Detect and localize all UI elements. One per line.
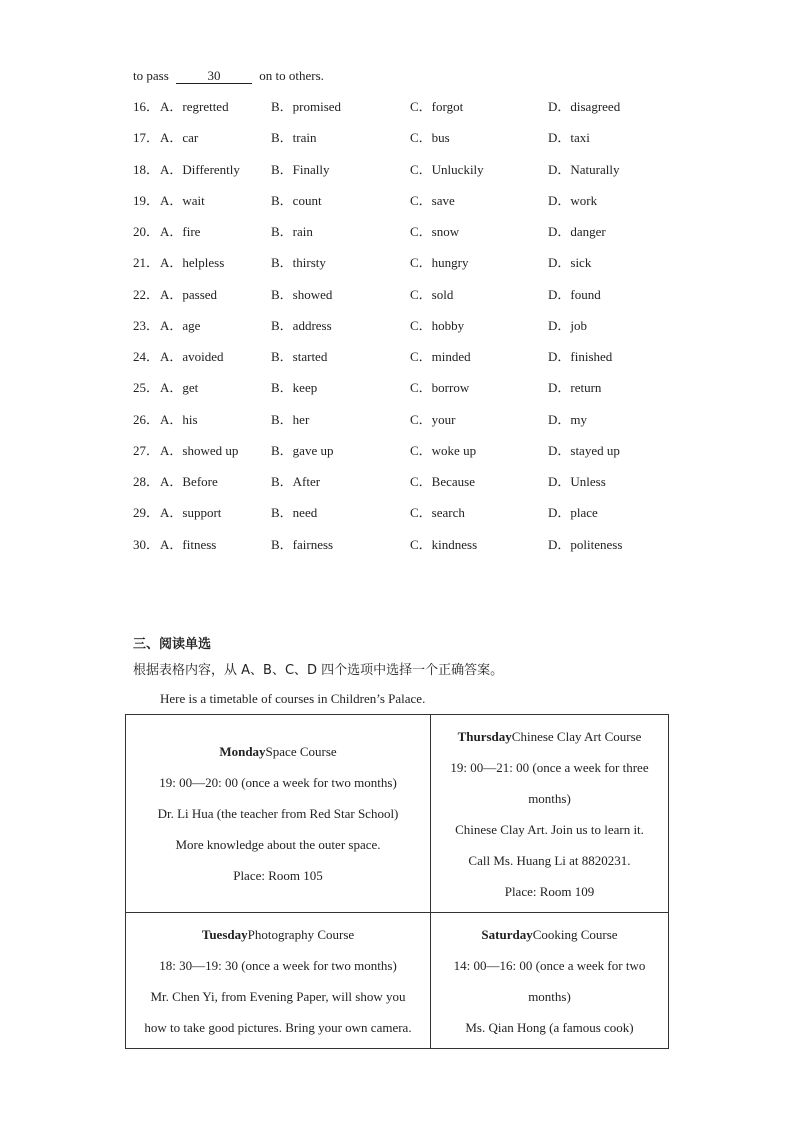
- option-a: A．age: [160, 317, 201, 333]
- option-c: C．search: [410, 505, 465, 521]
- option-a: A．regretted: [160, 99, 229, 114]
- option-b: B．keep: [271, 380, 318, 396]
- option-d: D．Unless: [548, 474, 606, 489]
- course-day: Tuesday: [201, 926, 248, 942]
- option-c: C．save: [410, 192, 455, 208]
- course-detail: months): [528, 988, 571, 1004]
- option-b: B．fairness: [271, 536, 334, 552]
- option-d: D．danger: [548, 224, 606, 239]
- option-d: D．work: [548, 192, 598, 208]
- option-c: C．woke up: [410, 442, 477, 458]
- option-b: B．showed: [271, 286, 333, 302]
- option-d: D．finished: [548, 349, 613, 364]
- option-b: B．Finally: [271, 161, 330, 177]
- question-number: 27．: [133, 442, 160, 458]
- course-detail: 19: 00—20: 00 (once a week for two months): [159, 775, 397, 790]
- option-d: D．my: [548, 411, 588, 427]
- option-d: D．disagreed: [548, 99, 621, 114]
- option-d: D．place: [548, 505, 598, 521]
- saturday-course-cell: [431, 913, 668, 1048]
- course-detail: how to take good pictures. Bring your own camera.: [144, 1019, 412, 1035]
- course-heading: [475, 919, 623, 950]
- option-a: A．fitness: [160, 536, 217, 552]
- table-intro: Here is a timetable of courses in Children’s Palace.: [160, 691, 426, 706]
- option-d: D．politeness: [548, 536, 623, 552]
- course-detail: 19: 00—21: 00 (once a week for three: [450, 759, 649, 775]
- course-name: Chinese Clay Art Course: [511, 728, 642, 744]
- course-name: Photography Course: [247, 926, 355, 942]
- option-b: B．train: [271, 130, 317, 146]
- thursday-course-cell: [431, 715, 668, 913]
- course-detail: Call Ms. Huang Li at 8820231.: [468, 852, 631, 868]
- section-instruction: 根据表格内容，从 A、B、C、D 四个选项中选择一个正确答案。: [133, 663, 504, 678]
- option-c: C．hobby: [410, 317, 465, 333]
- passage-fragment: [133, 67, 324, 85]
- intro-prefix: to pass: [133, 68, 169, 83]
- option-c: C．your: [410, 411, 456, 427]
- course-detail: Ms. Qian Hong (a famous cook): [465, 1019, 634, 1035]
- course-heading: [196, 919, 360, 950]
- option-a: A．showed up: [160, 442, 239, 458]
- course-detail: Place: Room 105: [233, 868, 323, 883]
- question-number: 28．: [133, 474, 160, 489]
- monday-course-cell: [126, 715, 431, 913]
- option-c: C．Because: [410, 474, 475, 489]
- option-a: A．passed: [160, 286, 218, 302]
- course-detail: Place: Room 109: [504, 883, 595, 899]
- option-d: D．Naturally: [548, 161, 620, 177]
- course-detail: months): [528, 790, 571, 806]
- option-c: C．borrow: [410, 380, 470, 396]
- option-b: B．After: [271, 474, 321, 489]
- question-number: 24．: [133, 349, 160, 364]
- question-number: 18．: [133, 161, 160, 177]
- question-number: 19．: [133, 192, 160, 208]
- question-number: 16．: [133, 99, 160, 114]
- question-number: 20．: [133, 224, 160, 239]
- option-c: C．sold: [410, 286, 454, 302]
- option-b: B．thirsty: [271, 255, 326, 271]
- option-b: B．rain: [271, 224, 313, 239]
- option-c: C．kindness: [410, 536, 478, 552]
- option-a: A．helpless: [160, 255, 225, 271]
- option-b: B．address: [271, 317, 332, 333]
- course-day: Thursday: [457, 728, 512, 744]
- option-a: A．Before: [160, 474, 218, 489]
- course-detail: Mr. Chen Yi, from Evening Paper, will show you: [150, 988, 406, 1004]
- course-day: Monday: [219, 744, 266, 759]
- option-b: B．started: [271, 349, 328, 364]
- option-a: A．wait: [160, 192, 205, 208]
- question-number: 23．: [133, 317, 160, 333]
- option-a: A．avoided: [160, 349, 224, 364]
- course-heading: [213, 736, 342, 767]
- option-d: D．found: [548, 286, 601, 302]
- course-day: Saturday: [481, 926, 533, 942]
- option-a: A．his: [160, 411, 198, 427]
- section-title: 三、阅读单选: [133, 637, 212, 652]
- option-d: D．job: [548, 317, 588, 333]
- question-number: 25．: [133, 380, 160, 396]
- course-detail: 14: 00—16: 00 (once a week for two: [453, 957, 646, 973]
- option-d: D．sick: [548, 255, 592, 271]
- course-detail: Chinese Clay Art. Join us to learn it.: [455, 821, 644, 837]
- option-c: C．minded: [410, 349, 471, 364]
- option-b: B．gave up: [271, 442, 334, 458]
- question-number: 29．: [133, 505, 160, 521]
- course-detail: 18: 30—19: 30 (once a week for two months): [159, 957, 397, 973]
- course-heading: [452, 721, 648, 752]
- option-b: B．promised: [271, 99, 342, 114]
- option-a: A．fire: [160, 224, 201, 239]
- option-d: D．taxi: [548, 130, 590, 146]
- tuesday-course-cell: [126, 913, 431, 1048]
- option-d: D．return: [548, 380, 602, 396]
- question-number: 22．: [133, 286, 160, 302]
- option-b: B．her: [271, 411, 310, 427]
- course-name: Cooking Course: [532, 926, 618, 942]
- option-c: C．Unluckily: [410, 161, 484, 177]
- question-number: 26．: [133, 411, 160, 427]
- intro-suffix: on to others.: [259, 68, 324, 83]
- option-d: D．stayed up: [548, 442, 620, 458]
- option-c: C．bus: [410, 130, 450, 146]
- option-a: A．support: [160, 505, 222, 521]
- course-detail: Dr. Li Hua (the teacher from Red Star School): [157, 806, 399, 821]
- option-c: C．forgot: [410, 99, 464, 114]
- course-timetable: [125, 714, 669, 1049]
- option-a: A．Differently: [160, 161, 240, 177]
- course-detail: More knowledge about the outer space.: [175, 837, 381, 852]
- option-c: C．hungry: [410, 255, 469, 271]
- option-a: A．get: [160, 380, 199, 396]
- option-c: C．snow: [410, 224, 460, 239]
- option-b: B．count: [271, 192, 322, 208]
- answer-blank: 30: [176, 69, 252, 84]
- option-b: B．need: [271, 505, 318, 521]
- option-a: A．car: [160, 130, 199, 146]
- question-number: 21．: [133, 255, 160, 271]
- question-number: 17．: [133, 130, 160, 146]
- course-name: Space Course: [265, 744, 337, 759]
- question-number: 30．: [133, 536, 160, 552]
